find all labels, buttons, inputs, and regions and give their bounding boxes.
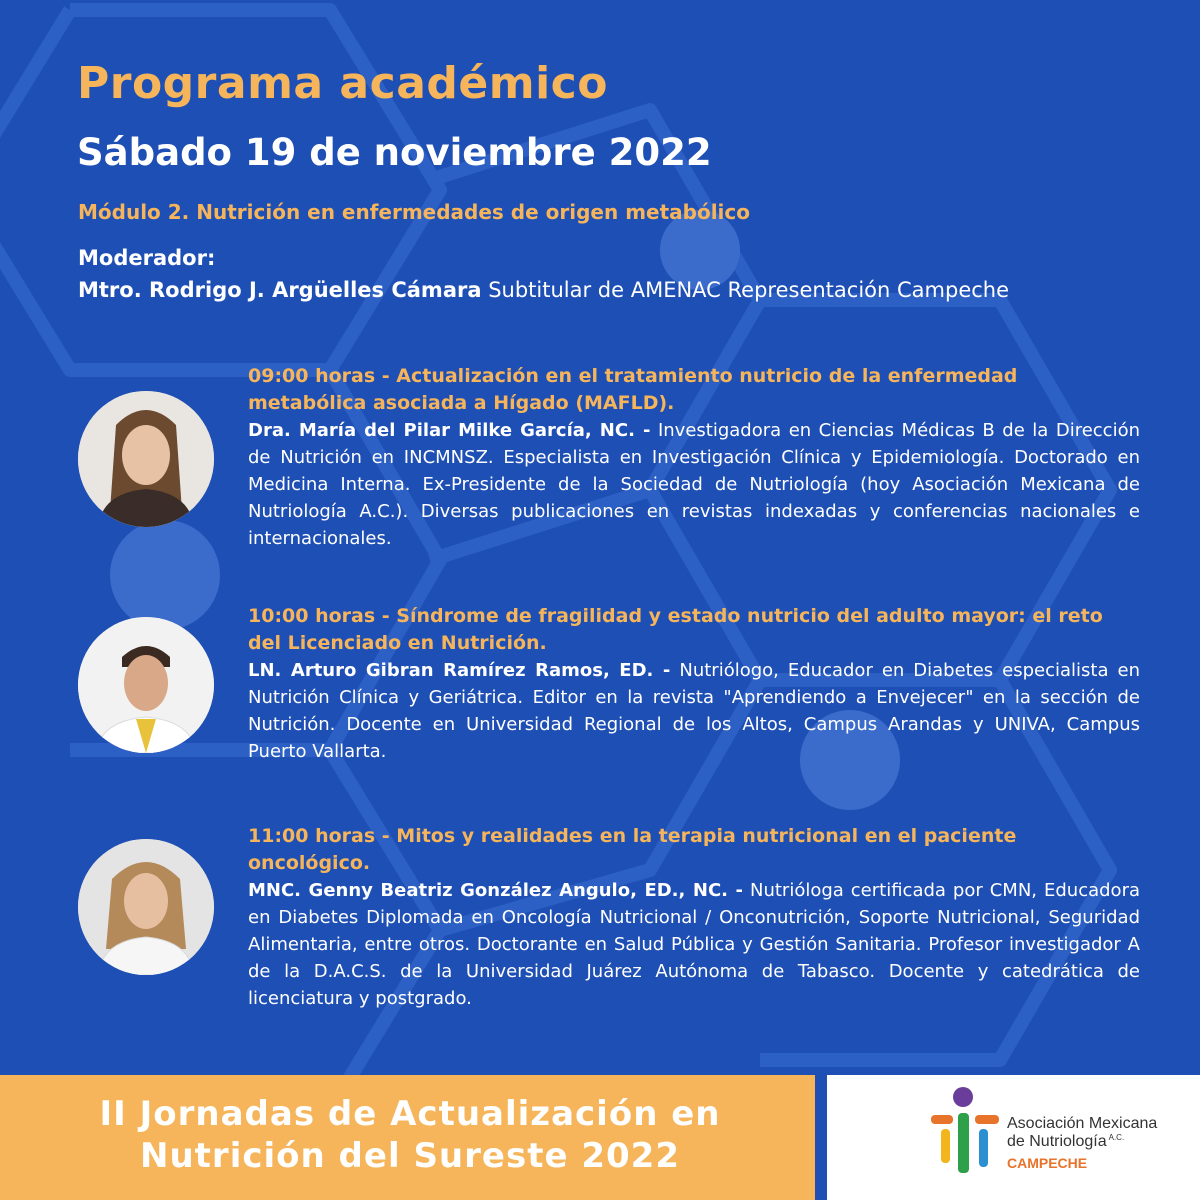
- talk-3: [248, 823, 1140, 1012]
- talk-1-speaker: Dra. María del Pilar Milke García, NC. -: [248, 420, 651, 441]
- logo-text-line-1: Asociación Mexicana: [1007, 1115, 1158, 1132]
- footer-logo-panel: [827, 1075, 1200, 1200]
- speaker-photo-3: [78, 839, 214, 975]
- talk-2-title-line-2: del Licenciado en Nutrición.: [248, 632, 547, 654]
- talk-3-description: [248, 877, 1140, 1012]
- talk-2-bio: Nutriólogo, Educador en Diabetes especialista en Nutrición Clínica y Geriátrica. Editor en la revista "Aprendiendo a Envejecer" en la sección de Nutrición. Docente en Universidad Regional de los Altos, Campus Arandas y UNIVA, Campus Puerto Vallarta.: [248, 660, 1140, 762]
- logo-text-ac: A.C.: [1108, 1133, 1125, 1142]
- moderator-label: Moderador:: [78, 246, 216, 270]
- logo-text-campeche: CAMPECHE: [1007, 1155, 1088, 1171]
- module-title: Módulo 2. Nutrición en enfermedades de origen metabólico: [78, 200, 751, 224]
- talk-1-bio: Investigadora en Ciencias Médicas B de la Dirección de Nutrición en INCMNSZ. Especialista en Investigación Clínica y Epidemiología. Doctorado en Medicina Interna. Ex-Presidente de la Sociedad de Nutriología (hoy Asociación Mexicana de Nutriología A.C.). Diversas publicaciones en revistas indexadas y conferencias nacionales e internacionales.: [248, 420, 1140, 549]
- talk-2-title: [248, 603, 1140, 657]
- talk-3-speaker: MNC. Genny Beatriz González Angulo, ED., NC. -: [248, 880, 743, 901]
- talk-2-title-line-1: 10:00 horas - Síndrome de fragilidad y estado nutricio del adulto mayor: el reto: [248, 605, 1103, 627]
- logo-text-line-2: [1007, 1133, 1124, 1151]
- talk-1-title: [248, 363, 1140, 417]
- talk-1-title-line-2: metabólica asociada a Hígado (MAFLD).: [248, 392, 675, 414]
- speaker-photo-1: [78, 391, 214, 527]
- logo-text-nutriologia: de Nutriología: [1007, 1133, 1107, 1150]
- talk-2: [248, 603, 1140, 765]
- talk-2-description: [248, 657, 1140, 765]
- speaker-photo-2: [78, 617, 214, 753]
- moderator-role: Subtitular de AMENAC Representación Campeche: [488, 278, 1010, 302]
- event-name-line-1: II Jornadas de Actualización en: [99, 1094, 721, 1134]
- talk-3-bio: Nutrióloga certificada por CMN, Educadora en Diabetes Diplomada en Oncología Nutricional / Onconutrición, Soporte Nutricional, Seguridad Alimentaria, entre otros. Doctorante en Salud Pública y Gestión Sanitaria. Profesor investigador A de la D.A.C.S. de la Universidad Juárez Autónoma de Tabasco. Docente y catedrática de licenciatura y postgrado.: [248, 880, 1140, 1009]
- talk-1: [248, 363, 1140, 552]
- footer-event-banner: [0, 1075, 815, 1200]
- talk-1-description: [248, 417, 1140, 552]
- talk-3-title: [248, 823, 1140, 877]
- event-name: [60, 1093, 760, 1177]
- moderator-name: Mtro. Rodrigo J. Argüelles Cámara: [78, 278, 482, 302]
- event-date: Sábado 19 de noviembre 2022: [77, 131, 712, 174]
- moderator-line: [78, 278, 1009, 302]
- talk-3-title-line-1: 11:00 horas - Mitos y realidades en la terapia nutricional en el paciente oncológico.: [248, 825, 1017, 874]
- event-name-line-2: Nutrición del Sureste 2022: [140, 1136, 680, 1176]
- talk-2-speaker: LN. Arturo Gibran Ramírez Ramos, ED. -: [248, 660, 671, 681]
- page-title: Programa académico: [77, 58, 608, 109]
- association-logo-icon: [927, 1083, 1003, 1193]
- talk-1-title-line-1: 09:00 horas - Actualización en el tratamiento nutricio de la enfermedad: [248, 365, 1018, 387]
